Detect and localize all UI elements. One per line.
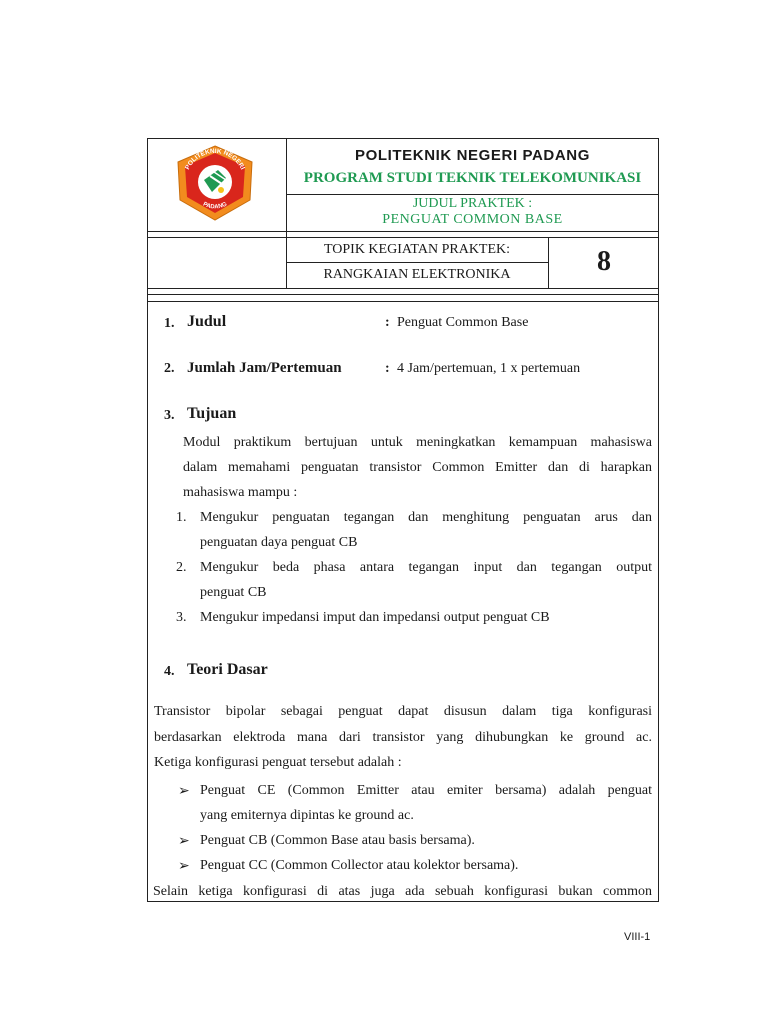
teori-bullet-line: Penguat CE (Common Emitter atau emiter bersama) adalah penguat: [200, 783, 652, 798]
section-3-number: 3.: [164, 408, 175, 423]
section-4-title: Teori Dasar: [187, 661, 268, 678]
teori-bullet-line: Penguat CC (Common Collector atau kolektor bersama).: [200, 858, 519, 873]
topik-label: TOPIK KEGIATAN PRAKTEK:: [323, 242, 511, 257]
header-divider-middle: [147, 231, 659, 232]
body-border-bottom: [147, 901, 659, 902]
tujuan-item-line: Mengukur impedansi imput dan impedansi output penguat CB: [200, 610, 550, 625]
header-divider-program: [286, 194, 659, 195]
header-divider-bottom-2: [147, 294, 659, 295]
section-1-value: Penguat Common Base: [397, 315, 529, 330]
logo-arc-bottom: PADANG: [201, 201, 229, 211]
tujuan-item-line: Mengukur penguatan tegangan dan menghitung penguatan arus dan: [200, 510, 652, 525]
logo-arc-top: POLITEKNIK NEGERI: [184, 147, 246, 171]
header-divider-logo: [286, 138, 287, 288]
tujuan-item-line: penguatan daya penguat CB: [200, 535, 358, 550]
body-border-right: [658, 294, 659, 902]
institution-name: POLITEKNIK NEGERI PADANG: [355, 147, 590, 164]
institution-logo: [174, 144, 256, 222]
teori-last-line: Selain ketiga konfigurasi di atas juga ada sebuah konfigurasi bukan common: [153, 884, 652, 899]
tujuan-item-number: 2.: [176, 560, 187, 575]
section-4-number: 4.: [164, 664, 175, 679]
section-2-value: 4 Jam/pertemuan, 1 x pertemuan: [397, 361, 581, 376]
arrow-bullet-icon: ➢: [178, 859, 190, 874]
section-1-number: 1.: [164, 316, 175, 331]
section-3-title: Tujuan: [187, 405, 237, 422]
body-border-left: [147, 294, 148, 902]
section-2-colon: :: [385, 361, 390, 376]
arrow-bullet-icon: ➢: [178, 784, 190, 799]
header-divider-topik: [286, 262, 548, 263]
section-1-title: Judul: [187, 313, 227, 330]
arrow-bullet-icon: ➢: [178, 834, 190, 849]
tujuan-intro-line: Modul praktikum bertujuan untuk meningkatkan kemampuan mahasiswa: [183, 435, 652, 450]
teori-bullet-line: yang emiternya dipintas ke ground ac.: [200, 808, 414, 823]
tujuan-item-line: Mengukur beda phasa antara tegangan input dan tegangan output: [200, 560, 652, 575]
tujuan-intro-line: mahasiswa mampu :: [183, 485, 298, 500]
tujuan-item-number: 3.: [176, 610, 187, 625]
tujuan-item-number: 1.: [176, 510, 187, 525]
section-2-number: 2.: [164, 361, 175, 376]
header-divider-middle-2: [147, 237, 659, 238]
practicum-number: 8: [597, 246, 611, 277]
teori-bullet-line: Penguat CB (Common Base atau basis bersama).: [200, 833, 475, 848]
tujuan-intro-line: dalam memahami penguatan transistor Common Emitter dan di harapkan: [183, 460, 652, 475]
teori-paragraph-line: Transistor bipolar sebagai penguat dapat disusun dalam tiga konfigurasi: [154, 704, 652, 719]
section-1-colon: :: [385, 315, 390, 330]
topik-value: RANGKAIAN ELEKTRONIKA: [323, 267, 511, 282]
judul-praktek-value: PENGUAT COMMON BASE: [382, 212, 563, 227]
header-divider-bottom: [147, 288, 659, 289]
program-name: PROGRAM STUDI TEKNIK TELEKOMUNIKASI: [303, 170, 642, 186]
tujuan-item-line: penguat CB: [200, 585, 267, 600]
teori-paragraph-line: Ketiga konfigurasi penguat tersebut adalah :: [154, 755, 402, 770]
judul-praktek-label: JUDUL PRAKTEK :: [412, 196, 533, 211]
teori-paragraph-line: berdasarkan elektroda mana dari transistor yang dihubungkan ke ground ac.: [154, 730, 652, 745]
page-number: VIII-1: [624, 931, 651, 943]
section-2-title: Jumlah Jam/Pertemuan: [187, 360, 342, 376]
